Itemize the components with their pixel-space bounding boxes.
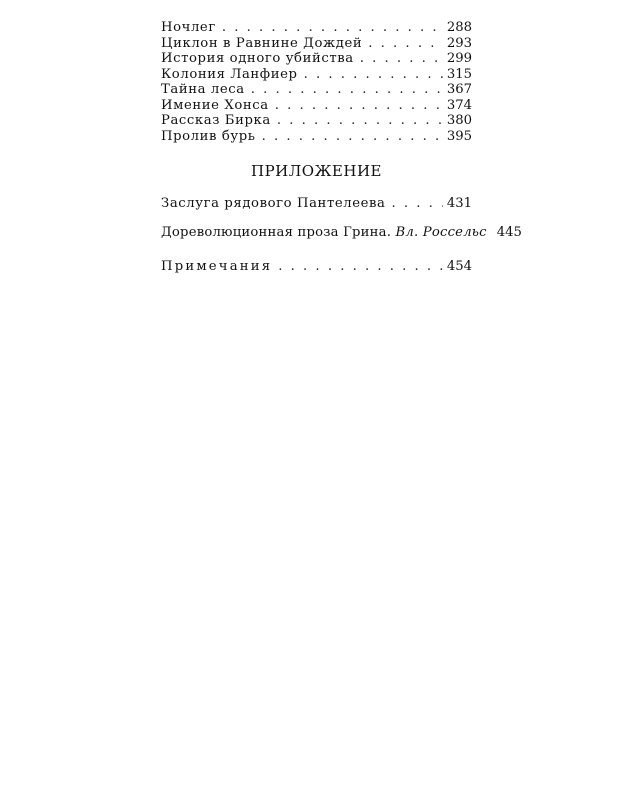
appendix-entry <box>161 196 472 212</box>
toc-entry-page: 299 <box>446 51 472 66</box>
toc-entry-page: 293 <box>446 35 472 51</box>
toc-entry-title: Пролив бурь <box>161 128 256 144</box>
toc-entry <box>161 20 472 36</box>
toc-entry-page: 380 <box>446 113 472 128</box>
toc-entry <box>161 51 472 67</box>
appendix-entry <box>161 259 472 275</box>
toc-entry-page: 288 <box>446 20 472 35</box>
toc-entry-title: История одного убийства <box>161 51 354 66</box>
toc-entry-title: Циклон в Равнине Дождей <box>161 35 363 51</box>
toc-entry <box>161 82 472 98</box>
toc-entry-title: Рассказ Бирка <box>161 113 271 128</box>
appendix-entry-title-text: Дореволюционная проза Грина. <box>161 225 392 240</box>
toc-entry <box>161 67 472 83</box>
toc-entry-title: Колония Ланфиер <box>161 66 298 82</box>
toc-entry <box>161 129 472 145</box>
contents-list <box>161 20 472 144</box>
toc-entry-page: 315 <box>446 66 472 82</box>
appendix-entry-author: Вл. Россельс <box>395 225 487 240</box>
appendix-heading: ПРИЛОЖЕНИЕ <box>251 162 382 180</box>
appendix-entry-page: 454 <box>446 259 472 274</box>
toc-entry-title: Ночлег <box>161 20 216 35</box>
leader-dots <box>354 51 443 67</box>
appendix-entry-title: Примечания <box>161 259 273 274</box>
appendix-entry-page: 431 <box>446 196 472 211</box>
leader-dots <box>386 196 443 212</box>
toc-entry-page: 367 <box>446 82 472 97</box>
appendix-list <box>161 196 472 212</box>
leader-dots <box>216 20 443 36</box>
appendix-entry-title <box>161 225 487 241</box>
toc-entry <box>161 113 472 129</box>
toc-entry <box>161 36 472 52</box>
leader-dots <box>362 36 443 52</box>
leader-dots <box>298 67 443 83</box>
toc-entry-title: Имение Хонса <box>161 97 269 113</box>
leader-dots <box>271 113 443 129</box>
appendix-entry-title: Заслуга рядового Пантелеева <box>161 196 386 211</box>
appendix-list <box>161 259 472 275</box>
leader-dots <box>256 129 443 145</box>
toc-entry-title: Тайна леса <box>161 82 245 97</box>
appendix-entry-page: 445 <box>496 225 522 240</box>
appendix-entry <box>161 225 522 241</box>
toc-entry-page: 374 <box>446 97 472 113</box>
leader-dots <box>269 98 443 114</box>
leader-dots <box>272 259 443 275</box>
toc-entry-page: 395 <box>446 128 472 144</box>
leader-dots <box>245 82 443 98</box>
toc-entry <box>161 98 472 114</box>
appendix-list <box>161 225 522 241</box>
